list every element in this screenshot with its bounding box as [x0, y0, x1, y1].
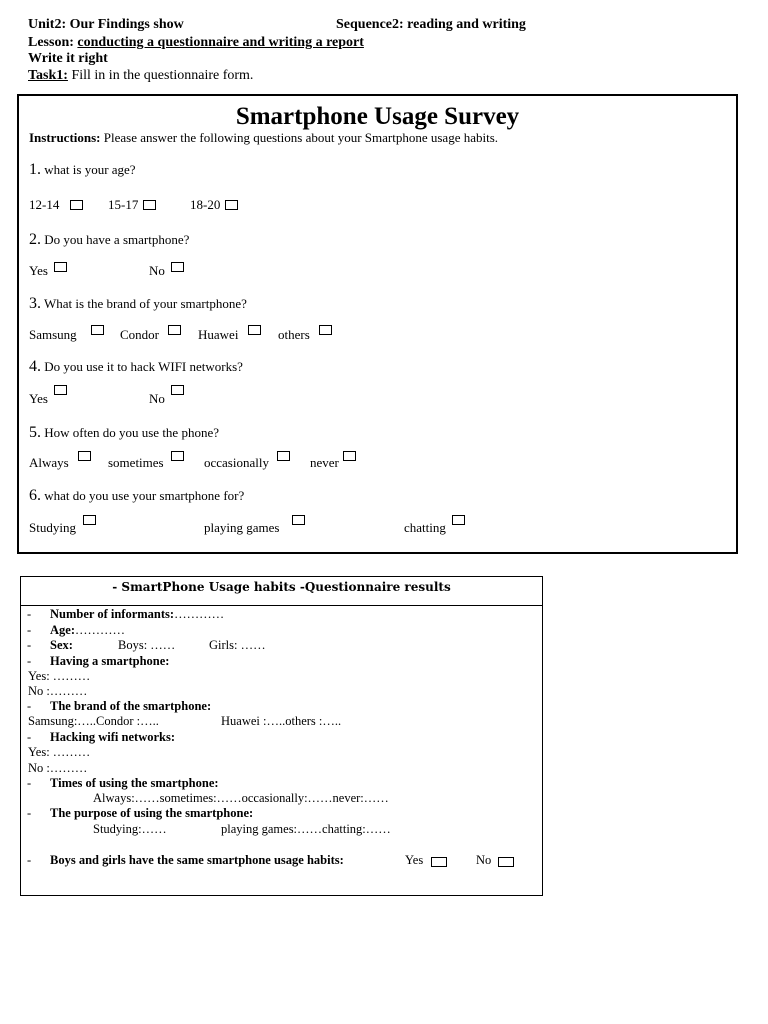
checkbox-same-yes[interactable]	[431, 857, 447, 867]
option-label: Always	[29, 455, 69, 470]
checkbox-age-18-20[interactable]	[225, 200, 238, 210]
sex-label: Sex:	[50, 638, 73, 652]
option-label: 15-17	[108, 197, 139, 212]
checkbox-brand-samsung[interactable]	[91, 325, 104, 335]
checkbox-hack-no[interactable]	[171, 385, 184, 395]
question-number: 1.	[29, 161, 41, 178]
bullet-dash: -	[27, 623, 32, 637]
survey-form	[17, 94, 738, 554]
checkbox-freq-always[interactable]	[78, 451, 91, 461]
lesson-line	[28, 35, 364, 51]
option-label: Condor	[120, 327, 159, 342]
informants-label: Number of informants:	[50, 607, 175, 621]
option-label: 12-14	[29, 197, 60, 212]
option-label: Huawei	[198, 327, 239, 342]
same-yes-label: Yes	[405, 853, 424, 867]
boys-count: Boys: ……	[118, 638, 176, 652]
instructions-text: Please answer the following questions about your Smartphone usage habits.	[103, 130, 499, 145]
question-number: 2.	[29, 231, 41, 248]
checkbox-freq-sometimes[interactable]	[171, 451, 184, 461]
write-it-right: Write it right	[28, 51, 108, 66]
hacking-yes: Yes: ………	[28, 745, 91, 759]
brand-line-1: Samsung:…..Condor :…..	[28, 714, 159, 728]
girls-count: Girls: ……	[209, 638, 266, 652]
unit-title: Unit2: Our Findings show	[28, 17, 184, 32]
checkbox-brand-others[interactable]	[319, 325, 332, 335]
checkbox-age-15-17[interactable]	[143, 200, 156, 210]
purpose-label: The purpose of using the smartphone:	[50, 806, 254, 820]
option-label: chatting	[404, 520, 446, 535]
option-label: never	[310, 455, 339, 470]
question-text: what do you use your smartphone for?	[44, 488, 245, 503]
option-label: Studying	[29, 520, 76, 535]
checkbox-freq-occasionally[interactable]	[277, 451, 290, 461]
bullet-dash: -	[27, 730, 32, 744]
question-number: 6.	[29, 487, 41, 504]
question-text: Do you have a smartphone?	[44, 232, 190, 247]
purpose-line-2: playing games:……chatting:……	[221, 822, 391, 836]
task-line	[28, 68, 253, 84]
question-4	[29, 358, 243, 376]
question-6	[29, 487, 244, 505]
option-label: No	[149, 263, 165, 278]
lesson-text: conducting a questionnaire and writing a report	[77, 35, 364, 50]
checkbox-use-studying[interactable]	[83, 515, 96, 525]
purpose-line-1: Studying:……	[93, 822, 167, 836]
results-title: - SmartPhone Usage habits -Questionnaire results	[21, 577, 542, 606]
checkbox-use-chatting[interactable]	[452, 515, 465, 525]
checkbox-brand-huawei[interactable]	[248, 325, 261, 335]
brand-line-2: Huawei :…..others :…..	[221, 714, 342, 728]
having-no: No :………	[28, 684, 88, 698]
option-label: playing games	[204, 520, 280, 535]
question-5	[29, 424, 219, 442]
bullet-dash: -	[27, 806, 32, 820]
informants-blank: …………	[174, 607, 225, 621]
times-line: Always:……sometimes:……occasionally:……never:……	[93, 791, 389, 805]
bullet-dash: -	[27, 607, 32, 621]
checkbox-brand-condor[interactable]	[168, 325, 181, 335]
option-label: 18-20	[190, 197, 221, 212]
option-label: Yes	[29, 263, 48, 278]
question-text: Do you use it to hack WIFI networks?	[44, 359, 243, 374]
option-label: occasionally	[204, 455, 269, 470]
checkbox-freq-never[interactable]	[343, 451, 356, 461]
option-label: sometimes	[108, 455, 164, 470]
instructions	[29, 130, 498, 146]
same-no-label: No	[476, 853, 492, 867]
age-row	[50, 623, 125, 638]
bullet-dash: -	[27, 638, 32, 652]
age-blank: …………	[75, 623, 125, 637]
question-number: 4.	[29, 358, 41, 375]
question-text: How often do you use the phone?	[44, 425, 219, 440]
informants-row	[50, 607, 224, 622]
option-label: Samsung	[29, 327, 77, 342]
task-text: Fill in in the questionnaire form.	[71, 68, 254, 83]
times-label: Times of using the smartphone:	[50, 776, 219, 790]
hacking-no: No :………	[28, 761, 88, 775]
checkbox-use-games[interactable]	[292, 515, 305, 525]
results-summary	[20, 576, 543, 896]
option-label: Yes	[29, 391, 48, 406]
hacking-label: Hacking wifi networks:	[50, 730, 175, 744]
option-label: others	[278, 327, 310, 342]
bullet-dash: -	[27, 853, 32, 867]
survey-title: Smartphone Usage Survey	[235, 103, 520, 130]
checkbox-has-phone-no[interactable]	[171, 262, 184, 272]
bullet-dash: -	[27, 654, 32, 668]
question-number: 3.	[29, 295, 41, 312]
checkbox-hack-yes[interactable]	[54, 385, 67, 395]
sequence-title: Sequence2: reading and writing	[336, 17, 526, 32]
question-text: What is the brand of your smartphone?	[44, 296, 247, 311]
lesson-label: Lesson:	[28, 35, 74, 50]
option-label: No	[149, 391, 165, 406]
bullet-dash: -	[27, 699, 32, 713]
same-habits-label: Boys and girls have the same smartphone usage habits:	[50, 853, 344, 867]
checkbox-has-phone-yes[interactable]	[54, 262, 67, 272]
task-label: Task1:	[28, 68, 68, 83]
question-2	[29, 231, 189, 249]
brand-label: The brand of the smartphone:	[50, 699, 212, 713]
having-yes: Yes: ………	[28, 669, 91, 683]
question-number: 5.	[29, 424, 41, 441]
bullet-dash: -	[27, 776, 32, 790]
age-label: Age:	[50, 623, 75, 637]
question-text: what is your age?	[44, 162, 136, 177]
checkbox-age-12-14[interactable]	[70, 200, 83, 210]
question-1	[29, 161, 136, 179]
checkbox-same-no[interactable]	[498, 857, 514, 867]
having-label: Having a smartphone:	[50, 654, 170, 668]
instructions-label: Instructions:	[29, 130, 101, 145]
question-3	[29, 295, 247, 313]
